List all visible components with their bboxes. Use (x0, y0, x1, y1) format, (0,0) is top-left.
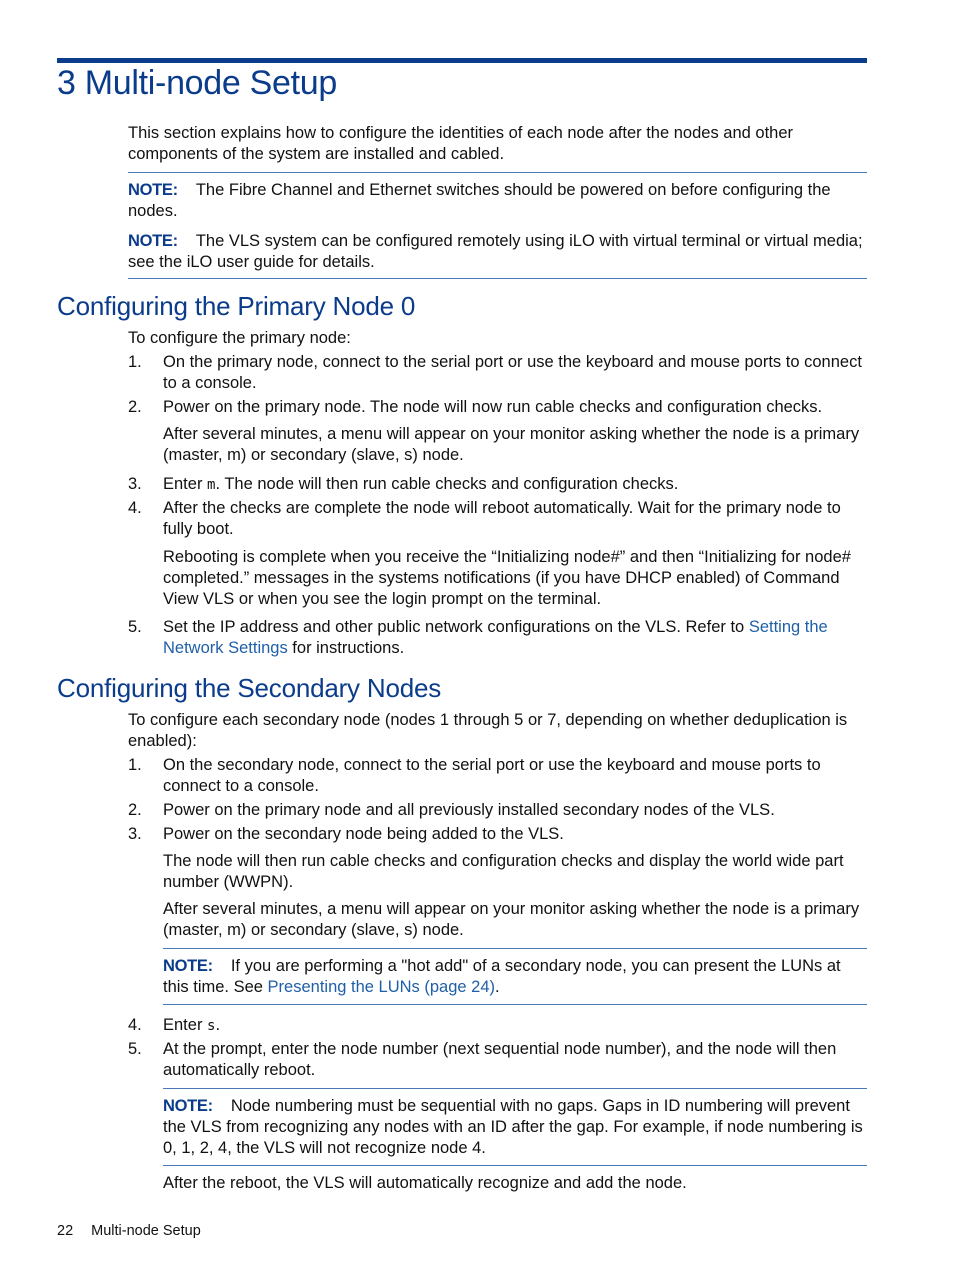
intro-text: This section explains how to configure the identities of each node after the nodes and other components of the system are installed and cabled. (128, 124, 794, 163)
step-text: Enter (163, 475, 208, 493)
section-title-secondary-nodes: Configuring the Secondary Nodes (57, 673, 442, 703)
section2-step-3 (128, 824, 867, 845)
step-number: 4. (128, 499, 142, 517)
footer-label: Multi-node Setup (91, 1223, 201, 1239)
step-number: 5. (128, 618, 142, 636)
note-rule-top (128, 172, 867, 173)
page-footer (57, 1223, 219, 1239)
section2-step-4 (128, 1015, 867, 1037)
lead-text: To configure each secondary node (nodes 1 through 5 or 7, depending on whether deduplication is enabled): (128, 711, 848, 750)
step-number: 3. (128, 825, 142, 843)
presenting-luns-link[interactable]: Presenting the LUNs (page 24) (267, 978, 496, 996)
step-text: . The node will then run cable checks and configuration checks. (215, 475, 679, 493)
note-rule-bottom (163, 1165, 867, 1166)
step-text: . (215, 1016, 221, 1034)
chapter-title: 3 Multi-node Setup (57, 64, 337, 102)
note-text: . (495, 978, 500, 996)
step-text: On the secondary node, connect to the serial port or use the keyboard and mouse ports to connect to a console. (163, 756, 821, 795)
note-rule-top (163, 948, 867, 949)
page-number: 22 (57, 1223, 74, 1239)
note-rule-top (163, 1088, 867, 1089)
section2-closing: After the reboot, the VLS will automatically recognize and add the node. (163, 1174, 687, 1192)
step-text: After the checks are complete the node will reboot automatically. Wait for the primary node to fully boot. (163, 499, 841, 538)
note-label: NOTE: (163, 957, 213, 975)
step-number: 2. (128, 398, 142, 416)
section2-step-3-detail-b: After several minutes, a menu will appear on your monitor asking whether the node is a primary (master, m) or secondary (slave, s) node. (163, 900, 860, 939)
note-rule-bottom (163, 1004, 867, 1005)
step-number: 1. (128, 756, 142, 774)
note-text: If you are performing a "hot add" of a secondary node, you can present the LUNs at this time. See (163, 957, 841, 996)
note-block-hot-add (163, 956, 867, 998)
section2-step-5 (128, 1039, 867, 1081)
note-label: NOTE: (128, 181, 178, 199)
step-number: 3. (128, 475, 142, 493)
section1-lead (128, 328, 867, 349)
note-label: NOTE: (128, 232, 178, 250)
step-number: 1. (128, 353, 142, 371)
step-text: for instructions. (287, 639, 405, 657)
section-title-primary-node: Configuring the Primary Node 0 (57, 291, 416, 321)
network-settings-link[interactable]: Setting the Network Settings (163, 618, 828, 657)
step-text: On the primary node, connect to the serial port or use the keyboard and mouse ports to connect to a console. (163, 353, 862, 392)
command-code: s (207, 1018, 216, 1034)
step-text: Power on the primary node and all previously installed secondary nodes of the VLS. (163, 801, 775, 819)
step-text: At the prompt, enter the node number (next sequential node number), and the node will then automatically reboot. (163, 1040, 837, 1079)
command-code: m (207, 477, 216, 493)
step-number: 5. (128, 1040, 142, 1058)
lead-text: To configure the primary node: (128, 329, 351, 347)
note-block-1 (128, 180, 867, 222)
step-text: Power on the primary node. The node will now run cable checks and configuration checks. (163, 398, 823, 416)
section2-lead (128, 710, 867, 752)
note-block-2 (128, 231, 867, 273)
note-rule-bottom (128, 278, 867, 279)
note-text: Node numbering must be sequential with no gaps. Gaps in ID numbering will prevent the VLS from recognizing any nodes with an ID after the gap. For example, if node numbering is 0, 1, 2, 4, the VLS will not recognize node 4. (163, 1097, 863, 1157)
section2-step-3-detail-a: The node will then run cable checks and configuration checks and display the world wide part number (WWPN). (163, 852, 844, 891)
section1-step-4-detail: Rebooting is complete when you receive the “Initializing node#” and then “Initializing for node# completed.” messages in the systems notifications (if you have DHCP enabled) of Command View VLS or when you see the login prompt on the terminal. (163, 548, 851, 608)
note-block-node-numbering (163, 1096, 867, 1159)
section2-step-1 (128, 755, 867, 797)
intro-paragraph (128, 123, 867, 165)
note-text: The Fibre Channel and Ethernet switches should be powered on before configuring the nodes. (128, 181, 831, 220)
section2-step-2 (128, 800, 867, 821)
section1-step-2-detail: After several minutes, a menu will appear on your monitor asking whether the node is a primary (master, m) or secondary (slave, s) node. (163, 425, 860, 464)
note-text: The VLS system can be configured remotely using iLO with virtual terminal or virtual media; see the iLO user guide for details. (128, 232, 863, 271)
step-number: 4. (128, 1016, 142, 1034)
step-text: Set the IP address and other public network configurations on the VLS. Refer to (163, 618, 749, 636)
section1-step-2 (128, 397, 867, 418)
step-text: Enter (163, 1016, 208, 1034)
section1-step-5 (128, 617, 867, 659)
section1-step-4 (128, 498, 867, 540)
section1-step-3 (128, 474, 867, 496)
section1-step-1 (128, 352, 867, 394)
chapter-top-bar (57, 58, 867, 63)
step-number: 2. (128, 801, 142, 819)
note-label: NOTE: (163, 1097, 213, 1115)
step-text: Power on the secondary node being added to the VLS. (163, 825, 564, 843)
